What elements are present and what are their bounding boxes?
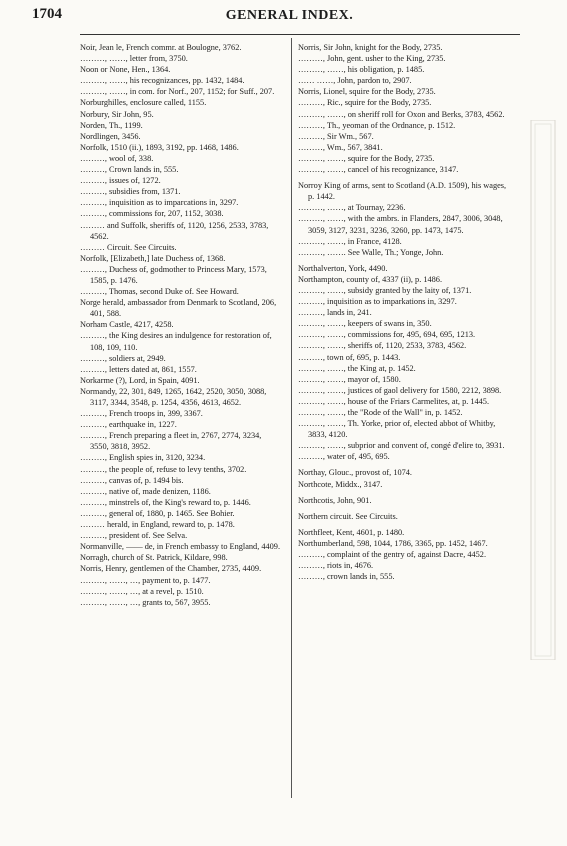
index-entry: ………, Duchess of, godmother to Princess Mary, 1573, 1585, p. 1476. xyxy=(80,264,267,285)
index-entry: Nordlingen, 3456. xyxy=(80,131,141,141)
page-header xyxy=(32,6,547,28)
index-entry: ……… and Suffolk, sheriffs of, 1120, 1256, 2533, 3783, 4562. xyxy=(80,220,269,241)
index-entry: ………, issues of, 1272. xyxy=(80,176,161,186)
index-entry: ………, inquisition as to imparkations in, 3297. xyxy=(298,297,457,307)
index-entry: ………, inquisition as to imparcations in, 3297. xyxy=(80,198,239,208)
index-entry: ………, canvas of, p. 1494 bis. xyxy=(80,475,184,485)
index-entry: ………, minstrels of, the King's reward to, p. 1446. xyxy=(80,497,251,507)
index-entry: ………, ……, keepers of swans in, 350. xyxy=(298,319,432,329)
index-entry: ………, water of, 495, 695. xyxy=(298,452,390,462)
index-entry: ………, the people of, refuse to levy tenths, 3702. xyxy=(80,464,247,474)
index-entry: Norroy King of arms, sent to Scotland (A.D. 1509), his wages, p. 1442. xyxy=(298,181,507,202)
index-entry: ………, soldiers at, 2949. xyxy=(80,353,166,363)
index-entry: ………, town of, 695, p. 1443. xyxy=(298,352,401,362)
index-entry: ………, French preparing a fleet in, 2767, 2774, 3234, 3550, 3818, 3952. xyxy=(80,431,262,452)
index-entry: ………, ……, with the ambrs. in Flanders, 2847, 3006, 3048, 3059, 3127, 3231, 3236, 3260, pp. 1473, 1475. xyxy=(298,214,503,235)
index-entry: Noir, Jean le, French commr. at Boulogne, 3762. xyxy=(80,43,242,52)
page-title: GENERAL INDEX. xyxy=(225,8,354,23)
index-entry: Norham Castle, 4217, 4258. xyxy=(80,320,174,330)
index-entry: ………, crown lands in, 555. xyxy=(298,572,395,582)
index-entry: Northern circuit. See Circuits. xyxy=(298,511,398,521)
index-entry: Norragh, church of St. Patrick, Kildare, 998. xyxy=(80,553,228,563)
index-entry: Northalverton, York, 4490. xyxy=(298,263,388,273)
index-entry: ………, Wm., 567, 3841. xyxy=(298,142,383,152)
index-column-right xyxy=(298,42,512,582)
index-entry: ………, ……, …, at a revel, p. 1510. xyxy=(80,586,204,596)
index-entry: Norkarme (?), Lord, in Spain, 4091. xyxy=(80,375,200,385)
index-entry: ………, ……, squire for the Body, 2735. xyxy=(298,153,435,163)
index-entry: ………, ……, Th. Yorke, prior of, elected abbot of Whitby, 3833, 4120. xyxy=(298,419,496,440)
index-entry: ………, ……, mayor of, 1580. xyxy=(298,374,401,384)
index-entry: …… ……, John, pardon to, 2907. xyxy=(298,76,412,86)
index-entry: ………, ……, the King at, p. 1452. xyxy=(298,363,416,373)
index-entry: ………, earthquake in, 1227. xyxy=(80,420,177,430)
page-number: 1704 xyxy=(32,6,62,22)
index-entry: ………, ……, subsidy granted by the laity of, 1371. xyxy=(298,285,472,295)
index-entry: Northcote, Middx., 3147. xyxy=(298,479,383,489)
archive-watermark-icon xyxy=(523,120,563,660)
index-entry: ……… Circuit. See Circuits. xyxy=(80,242,177,252)
index-entry: ………, French troops in, 399, 3367. xyxy=(80,409,203,419)
index-entry: Norge herald, ambassador from Denmark to Scotland, 206, 401, 588. xyxy=(80,298,277,319)
index-entry: ………, riots in, 4676. xyxy=(298,561,374,571)
index-entry: ………, John, gent. usher to the King, 2735. xyxy=(298,54,446,64)
index-entry: Norris, Henry, gentlemen of the Chamber, 2735, 4409. xyxy=(80,564,262,574)
index-column-left xyxy=(80,42,282,608)
index-entry: Northampton, county of, 4337 (ii), p. 1486. xyxy=(298,274,443,284)
index-entry: ………, native of, made denizen, 1186. xyxy=(80,486,211,496)
index-entry: Northcotis, John, 901. xyxy=(298,495,372,505)
index-entry: ………, ……, subprior and convent of, congé d'elire to, 3931. xyxy=(298,441,505,451)
index-entry: ………, Th., yeoman of the Ordnance, p. 1512. xyxy=(298,120,456,130)
index-entry: Northay, Glouc., provost of, 1074. xyxy=(298,468,412,478)
index-entry: Normandy, 22, 301, 849, 1265, 1642, 2520, 3050, 3088, 3117, 3344, 3548, p. 1254, 4356, 4613, 4652. xyxy=(80,386,267,407)
index-entry: Noon or None, Hen., 1364. xyxy=(80,65,171,75)
index-entry: ………, ……, justices of gaol delivery for 1580, 2212, 3898. xyxy=(298,385,502,395)
index-entry: ………, wool of, 338. xyxy=(80,153,154,163)
header-rule xyxy=(80,34,520,35)
index-entry: ………, general of, 1880, p. 1465. See Bohier. xyxy=(80,508,235,518)
index-entry: Norbury, Sir John, 95. xyxy=(80,109,154,119)
index-entry: ………, president of. See Selva. xyxy=(80,531,188,541)
index-entry: ………, ……, …, grants to, 567, 3955. xyxy=(80,597,211,607)
index-entry: ………, ……, on sheriff roll for Oxon and Berks, 3783, 4562. xyxy=(298,109,505,119)
index-entry: ………, lands in, 241. xyxy=(298,308,372,318)
index-entry: ………, Sir Wm., 567. xyxy=(298,131,374,141)
index-entry: ………, ……, his obligation, p. 1485. xyxy=(298,65,425,75)
index-entry: ………, ……, cancel of his recognizance, 3147. xyxy=(298,165,459,175)
index-entry: Norburghilles, enclosure called, 1155. xyxy=(80,98,207,108)
index-entry: ………, commissions for, 207, 1152, 3038. xyxy=(80,209,224,219)
index-entry: Norfolk, [Elizabeth,] late Duchess of, 1368. xyxy=(80,253,226,263)
index-entry: ………, ……, his recognizances, pp. 1432, 1484. xyxy=(80,76,245,86)
index-entry: ………, subsidies from, 1371. xyxy=(80,187,181,197)
index-entry: ………, ……, in France, 4128. xyxy=(298,236,402,246)
index-entry: ………, Crown lands in, 555. xyxy=(80,165,179,175)
index-entry: ………, ……, letter from, 3750. xyxy=(80,54,188,64)
index-entry: ………, Ric., squire for the Body, 2735. xyxy=(298,98,432,108)
index-entry: ………, ……, sheriffs of, 1120, 2533, 3783, 4562. xyxy=(298,341,467,351)
index-entry: Northumberland, 598, 1044, 1786, 3365, pp. 1452, 1467. xyxy=(298,538,488,548)
index-entry: ………, Thomas, second Duke of. See Howard. xyxy=(80,287,239,297)
index-entry: ………, ……, at Tournay, 2236. xyxy=(298,203,406,213)
index-entry: ………, English spies in, 3120, 3234. xyxy=(80,453,206,463)
index-entry: ………, ……, …, payment to, p. 1477. xyxy=(80,575,211,585)
index-entry: ………, ……, commissions for, 495, 694, 695, 1213. xyxy=(298,330,476,340)
index-entry: Norfolk, 1510 (ii.), 1893, 3192, pp. 1468, 1486. xyxy=(80,142,239,152)
index-entry: Normanville, —— de, in French embassy to England, 4409. xyxy=(80,542,281,552)
index-entry: ………, ……. See Walle, Th.; Yonge, John. xyxy=(298,247,444,257)
index-entry: ………, ……, the "Rode of the Wall" in, p. 1452. xyxy=(298,408,463,417)
index-entry: ………, complaint of the gentry of, against Dacre, 4452. xyxy=(298,550,487,560)
index-entry: ………, the King desires an indulgence for restoration of, 108, 109, 110. xyxy=(80,331,272,352)
index-entry: Norris, Sir John, knight for the Body, 2735. xyxy=(298,43,443,52)
index-entry: ………, ……, in com. for Norf., 207, 1152; for Suff., 207. xyxy=(80,87,275,97)
index-entry: Northfleet, Kent, 4601, p. 1480. xyxy=(298,527,405,537)
index-entry: Norris, Lionel, squire for the Body, 2735. xyxy=(298,87,436,97)
index-entry: ……… herald, in England, reward to, p. 1478. xyxy=(80,520,235,530)
index-entry: ………, letters dated at, 861, 1557. xyxy=(80,364,197,374)
index-entry: ………, ……, house of the Friars Carmelites, at, p. 1445. xyxy=(298,396,490,406)
column-divider xyxy=(291,38,292,798)
index-entry: Norden, Th., 1199. xyxy=(80,120,143,130)
